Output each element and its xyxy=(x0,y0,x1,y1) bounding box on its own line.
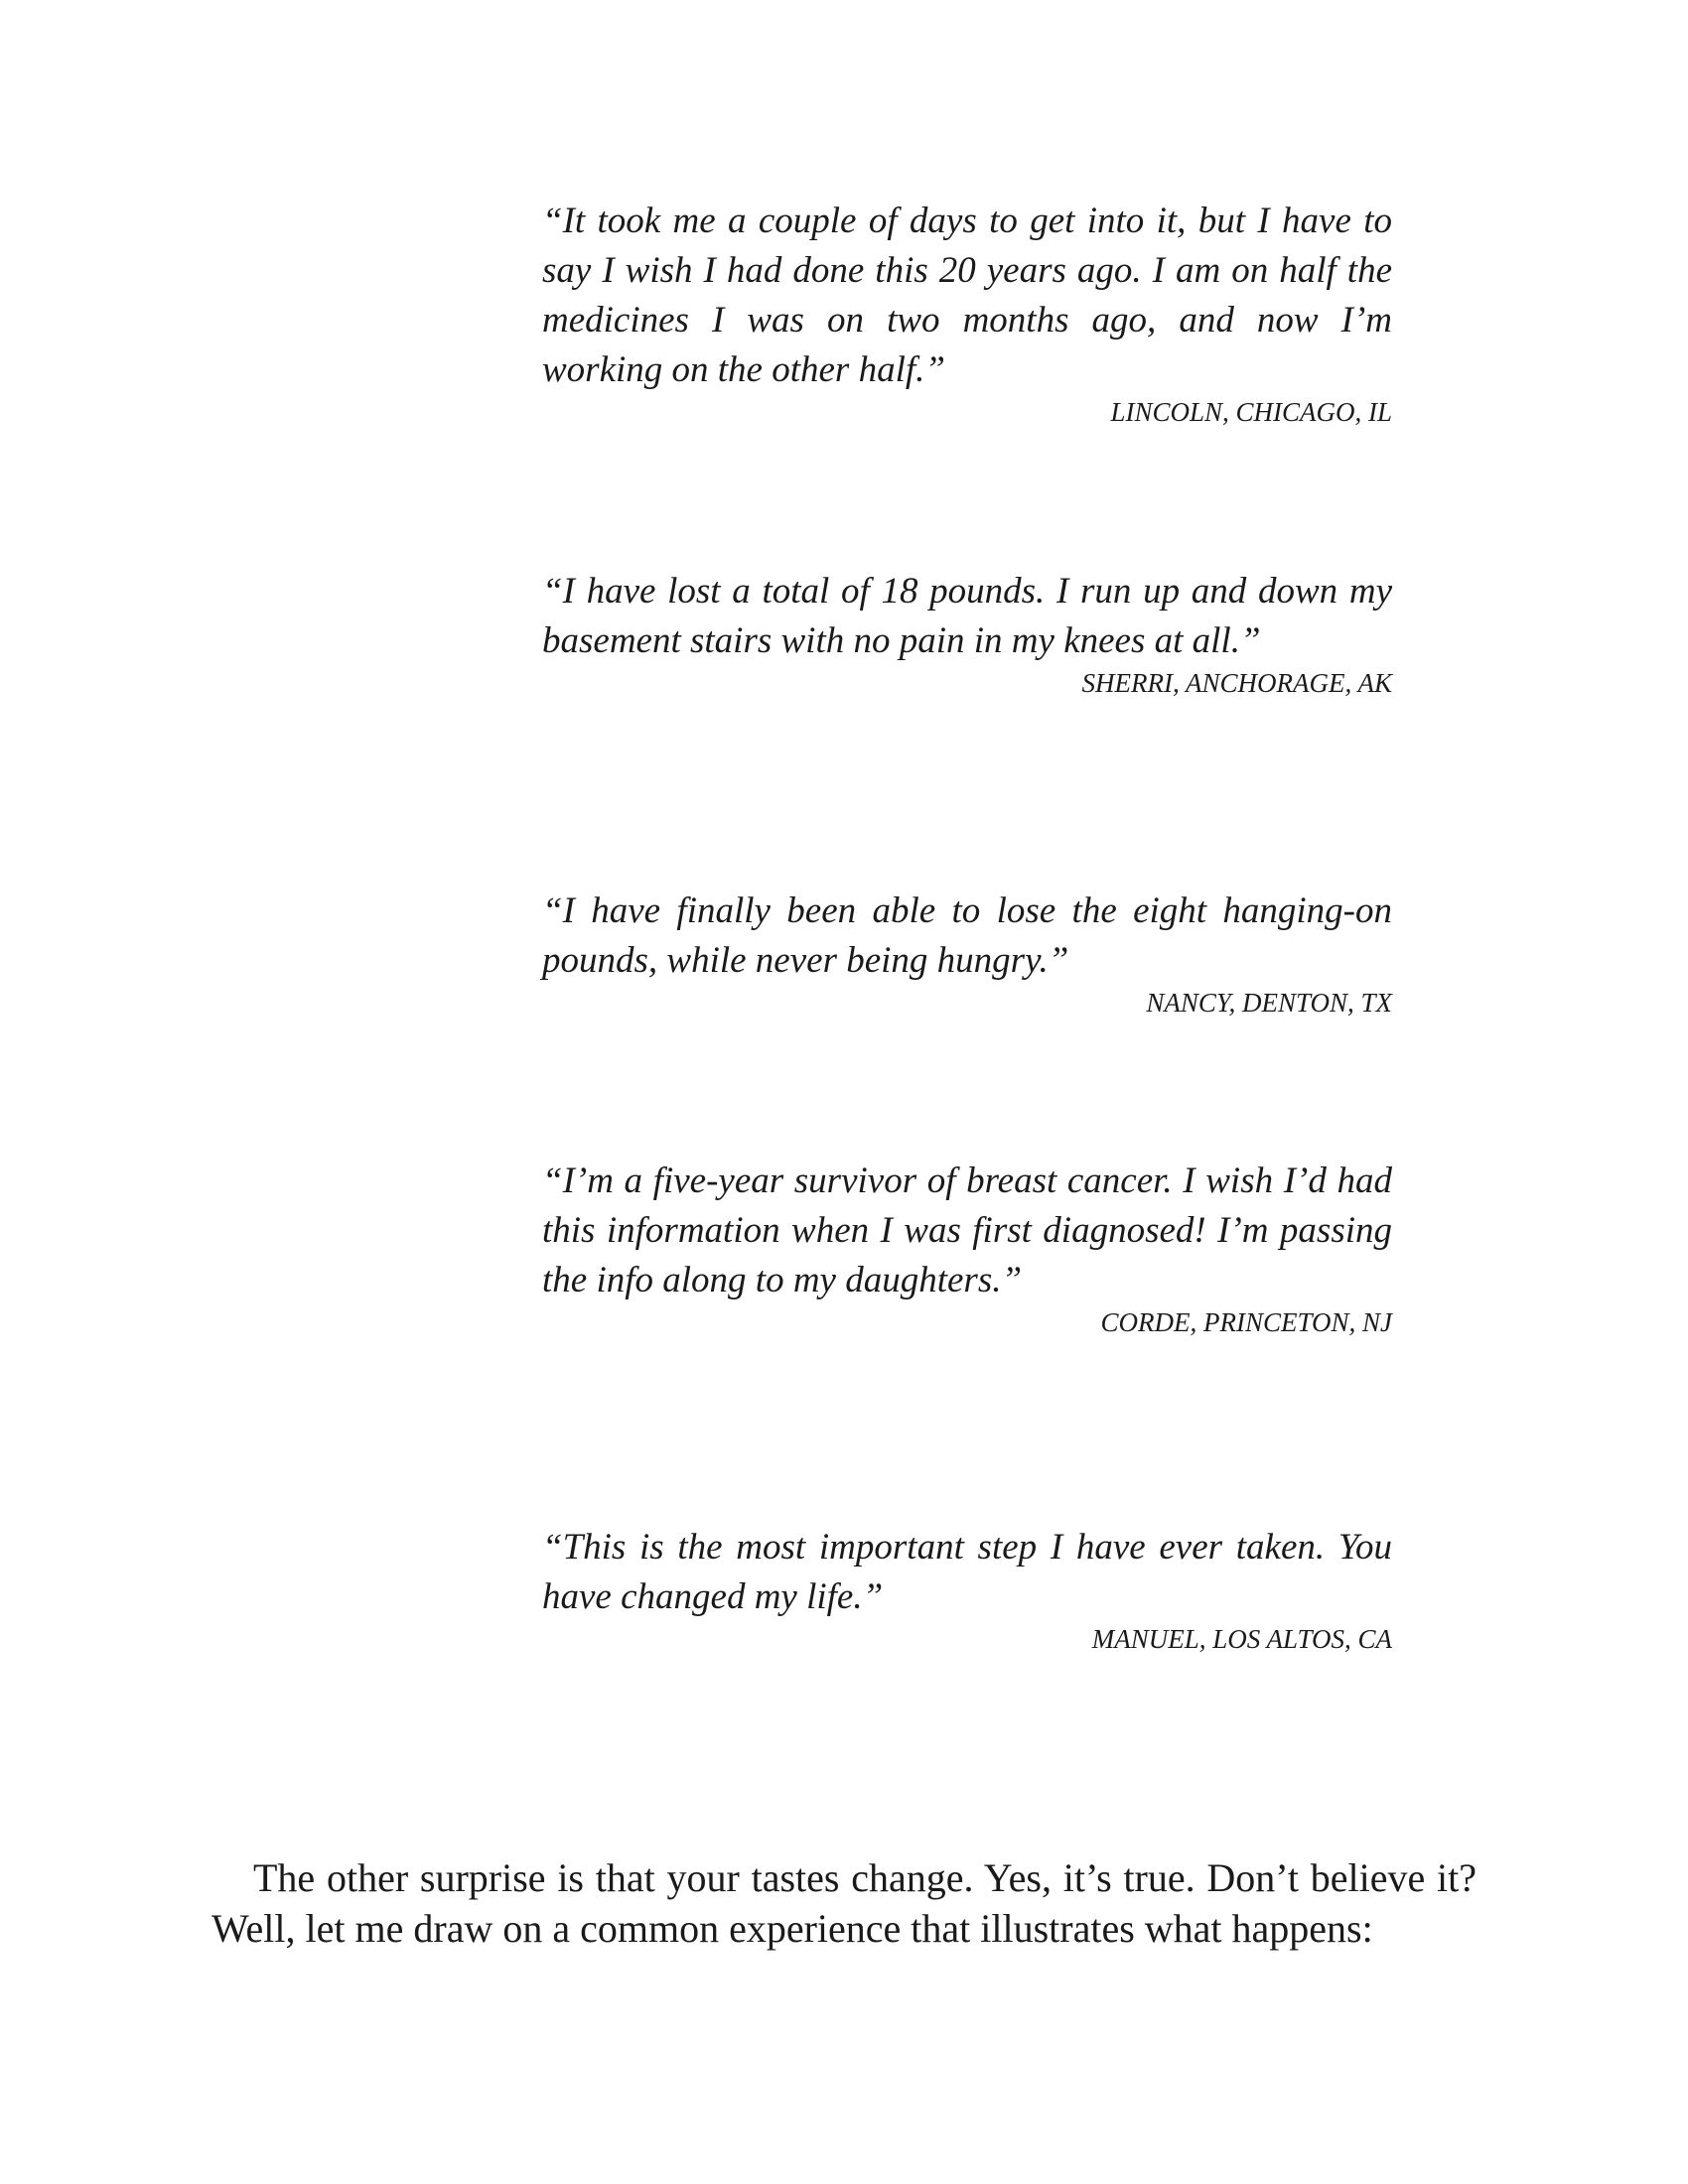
testimonial-corde xyxy=(542,1157,1392,1339)
testimonial-attribution: CORDE, PRINCETON, NJ xyxy=(1100,1307,1392,1337)
body-paragraph: The other surprise is that your tastes change. Yes, it’s true. Don’t believe it? Well, let me draw on a common experience that illustrates what happens: xyxy=(211,1855,1477,1951)
testimonial-nancy xyxy=(542,887,1392,1020)
testimonial-attribution: NANCY, DENTON, TX xyxy=(1146,988,1392,1018)
testimonial-sherri xyxy=(542,567,1392,700)
testimonial-manuel xyxy=(542,1523,1392,1656)
testimonial-quote: “I have lost a total of 18 pounds. I run up and down my basement stairs with no pain in my knees at all.” xyxy=(542,571,1392,661)
testimonial-quote: “It took me a couple of days to get into it, but I have to say I wish I had done this 20 years ago. I am on half the medicines I was on two months ago, and now I’m working on the other half.” xyxy=(542,201,1392,390)
testimonial-quote: “I’m a five-year survivor of breast cancer. I wish I’d had this information when I was first diagnosed! I’m passing the info along to my daughters.” xyxy=(542,1160,1392,1300)
testimonial-quote: “This is the most important step I have ever taken. You have changed my life.” xyxy=(542,1527,1392,1617)
testimonial-lincoln xyxy=(542,197,1392,429)
testimonial-attribution: SHERRI, ANCHORAGE, AK xyxy=(1081,668,1392,698)
testimonial-quote: “I have finally been able to lose the eight hanging-on pounds, while never being hungry.” xyxy=(542,890,1392,981)
testimonial-attribution: LINCOLN, CHICAGO, IL xyxy=(1110,397,1392,427)
testimonial-attribution: MANUEL, LOS ALTOS, CA xyxy=(1091,1624,1392,1654)
